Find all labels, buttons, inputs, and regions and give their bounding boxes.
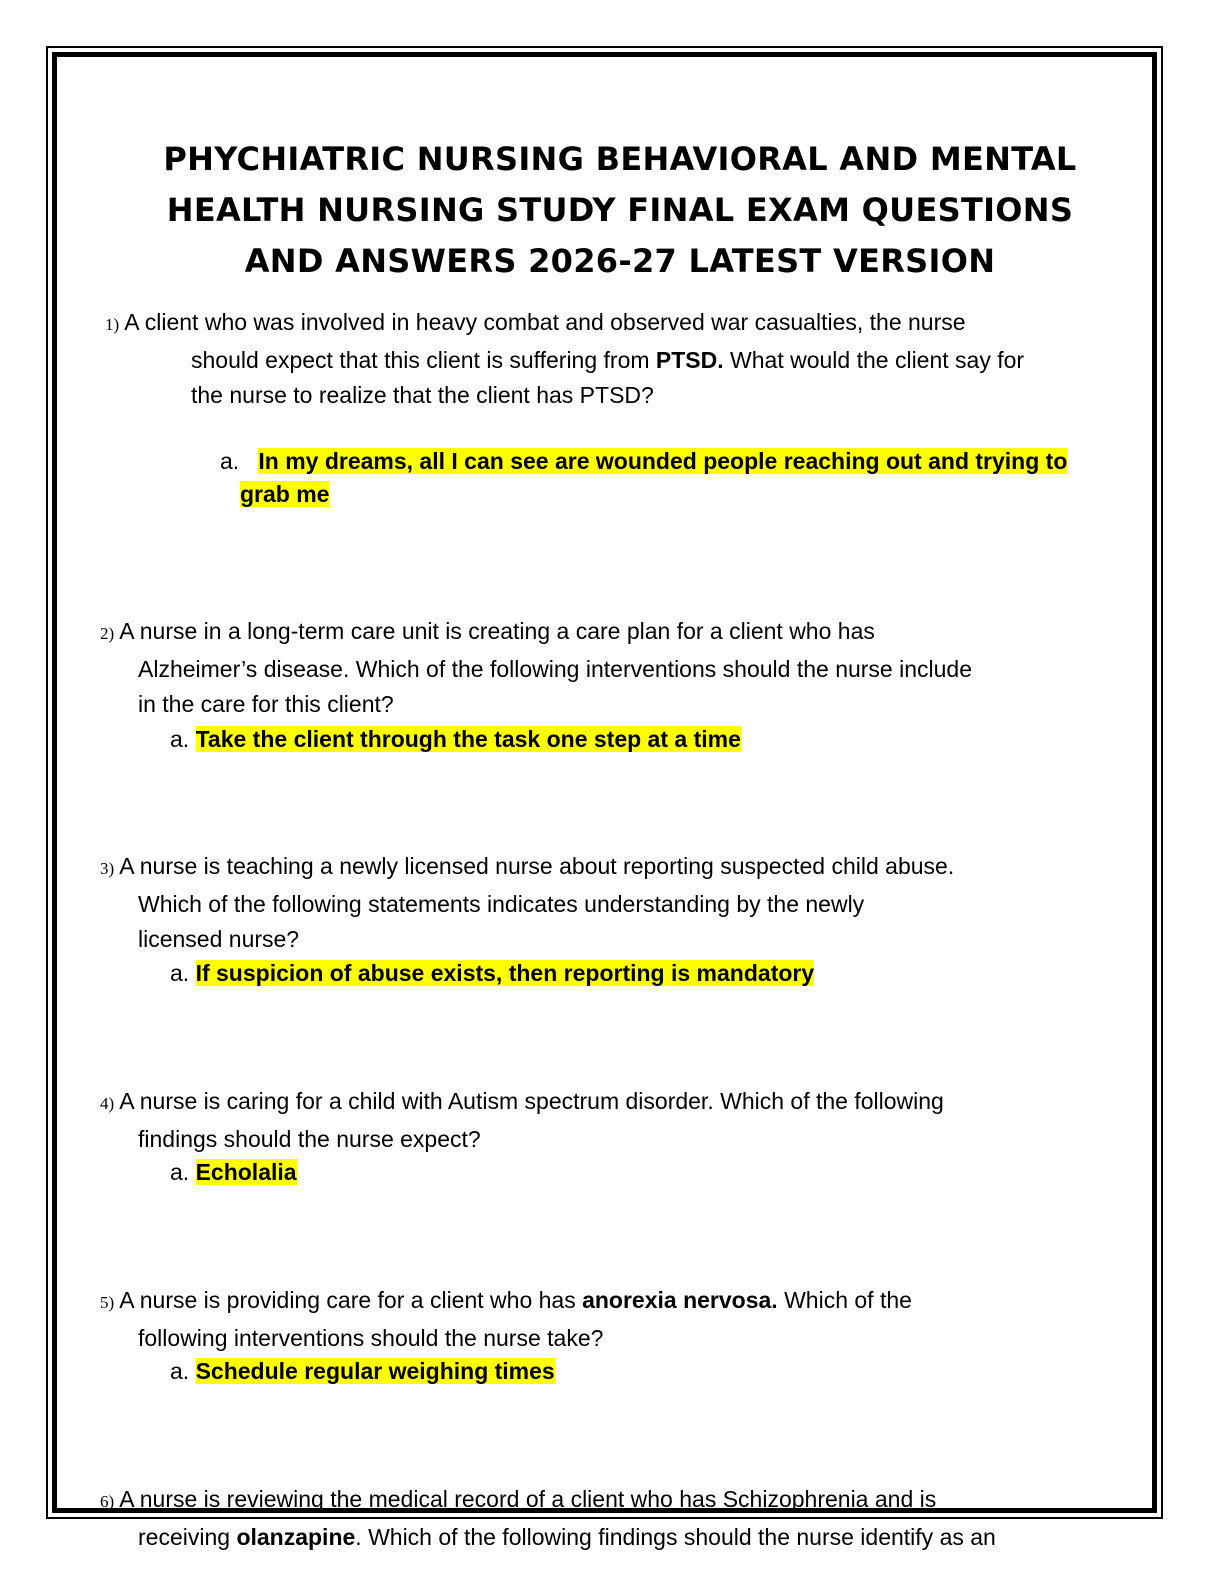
question-text-line: findings should the nurse expect? — [138, 1125, 481, 1152]
question-text-line: A nurse is caring for a child with Autism spectrum disorder. Which of the following — [119, 1088, 944, 1114]
question-number: 2) — [100, 624, 115, 643]
question-keyword: anorexia nervosa. — [582, 1287, 778, 1313]
question-text-line: in the care for this client? — [138, 691, 394, 717]
question-number: 4) — [100, 1094, 115, 1113]
question-text-line: Which of the following statements indicates understanding by the newly — [138, 890, 865, 917]
question-text: What would the client say for — [723, 346, 1025, 373]
question-text: A nurse is providing care for a client who has — [119, 1287, 583, 1313]
answer-4 — [170, 1156, 297, 1189]
question-keyword: PTSD. — [655, 346, 724, 373]
question-text-line: the nurse to realize that the client has PTSD? — [191, 382, 654, 408]
question-number: 5) — [100, 1293, 115, 1312]
answer-letter: a. — [170, 726, 190, 752]
question-6 — [100, 1482, 996, 1555]
question-keyword: olanzapine — [236, 1523, 356, 1550]
question-2 — [100, 614, 972, 723]
title-line-3: AND ANSWERS 2026-27 LATEST VERSION — [244, 242, 996, 280]
question-number: 3) — [100, 859, 115, 878]
question-4 — [100, 1084, 944, 1157]
answer-letter: a. — [170, 1358, 190, 1384]
question-text-line: A nurse is teaching a newly licensed nurse about reporting suspected child abuse. — [119, 853, 955, 879]
question-number: 1) — [105, 315, 120, 334]
question-text-line: licensed nurse? — [138, 926, 300, 952]
question-text-line: A nurse in a long-term care unit is creating a care plan for a client who has — [119, 618, 875, 644]
question-text: . Which of the following findings should the nurse identify as an — [355, 1523, 996, 1550]
question-number: 6) — [100, 1492, 115, 1511]
question-text-line: following interventions should the nurse take? — [138, 1324, 604, 1351]
question-text: should expect that this client is suffering from — [191, 346, 656, 373]
question-3 — [100, 849, 954, 958]
answer-highlight: In my dreams, all I can see are wounded people reaching out and trying to — [258, 448, 1068, 474]
answer-highlight: Take the client through the task one step at a time — [195, 726, 741, 752]
answer-letter: a. — [170, 960, 190, 986]
question-1 — [105, 305, 1024, 414]
question-text: Which of the — [777, 1287, 912, 1313]
answer-5 — [170, 1355, 555, 1388]
title-line-1: PHYCHIATRIC NURSING BEHAVIORAL AND MENTAL — [163, 140, 1077, 178]
question-5 — [100, 1283, 912, 1356]
answer-letter: a. — [220, 448, 240, 474]
question-text: receiving — [138, 1523, 237, 1550]
answer-3 — [170, 957, 814, 990]
answer-highlight: If suspicion of abuse exists, then reporting is mandatory — [195, 960, 815, 986]
answer-2 — [170, 723, 741, 756]
answer-highlight: Schedule regular weighing times — [195, 1358, 555, 1384]
question-text-line — [100, 1520, 996, 1556]
title-line-2: HEALTH NURSING STUDY FINAL EXAM QUESTIONS — [166, 191, 1074, 229]
question-text-line: A nurse is reviewing the medical record of a client who has Schizophrenia and is — [119, 1486, 937, 1512]
question-text-line — [105, 343, 1024, 379]
question-text-line: Alzheimer’s disease. Which of the following interventions should the nurse include — [138, 655, 972, 682]
document-title — [80, 134, 1160, 287]
answer-1 — [220, 445, 1067, 478]
answer-letter: a. — [170, 1159, 190, 1185]
answer-highlight: Echolalia — [195, 1159, 297, 1185]
question-text-line: A client who was involved in heavy combat and observed war casualties, the nurse — [124, 309, 966, 335]
answer-highlight: grab me — [240, 481, 330, 507]
answer-1-continued — [240, 478, 329, 511]
